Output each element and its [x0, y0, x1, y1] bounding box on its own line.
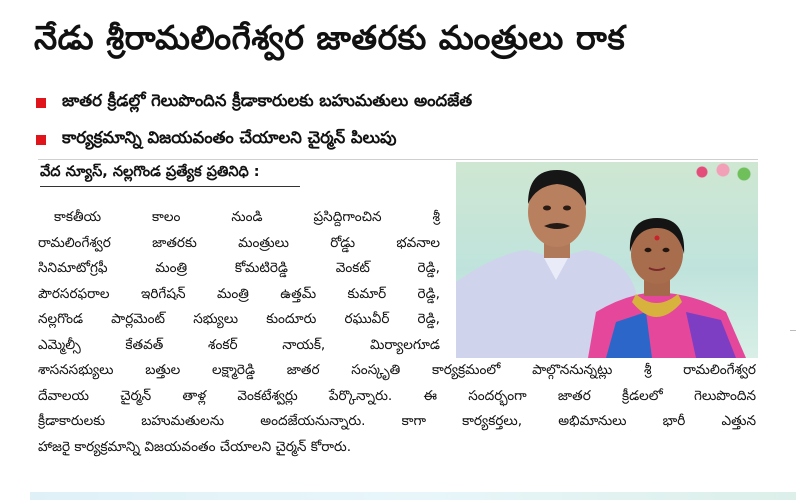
red-square-bullet-icon: [36, 135, 46, 145]
divider: [38, 159, 758, 160]
body-line: క్రీడాకారులకు బహుమతులను అందజేయనున్నారు. కాగా కార్యకర్తలు, అభిమానులు భారీ ఎత్తున: [38, 413, 756, 429]
subheadline-2: [36, 121, 756, 158]
body-line: సినిమాటోగ్రఫీ మంత్రి కోమటిరెడ్డి వెంకట్ రెడ్డి,: [38, 260, 440, 276]
couple-portrait-icon: [456, 162, 758, 358]
bottom-strip: [30, 492, 796, 500]
byline: వేద న్యూస్, నల్లగొండ ప్రత్యేక ప్రతినిధి :: [40, 164, 300, 187]
body-line: ఎమ్మెల్సీ కేతవత్ శంకర్ నాయక్, మిర్యాలగూడ: [38, 336, 440, 353]
subheadline-list: [36, 84, 756, 158]
body-line: దేవాలయ చైర్మన్ తాళ్ల వెంకటేశ్వర్లు పేర్కొన్నారు. ఈ సందర్భంగా జాతర క్రీడలలో గెలుపొందిన: [38, 387, 756, 404]
subheadline-text: కార్యక్రమాన్ని విజయవంతం చేయాలని చైర్మన్ పిలుపు: [62, 128, 397, 147]
body-line: రామలింగేశ్వర జాతరకు మంత్రులు రోడ్డు భవనాల: [38, 234, 440, 251]
body-line: నల్లగొండ పార్లమెంట్ సభ్యులు కుందూరు రఘువీర్ రెడ్డి,: [38, 311, 440, 327]
body-line: శాసనసభ్యులు బత్తుల లక్ష్మారెడ్డి జాతర సంస్కృతి కార్యక్రమంలో పాల్గొననున్నట్లు శ్రీ రామలింగేశ్వర: [38, 362, 756, 378]
article-photo: [456, 162, 758, 358]
divider: [790, 330, 796, 331]
headline: నేడు శ్రీరామలింగేశ్వర జాతరకు మంత్రులు రాక: [34, 18, 626, 57]
body-line: కాకతీయ కాలం నుండి ప్రసిద్దిగాంచిన శ్రీ: [54, 209, 440, 225]
body-line: పౌరసరఫరాల ఇరిగేషన్ మంత్రి ఉత్తమ్ కుమార్ రెడ్డి,: [38, 285, 440, 302]
subheadline-1: [36, 84, 756, 121]
body-line: హాజరై కార్యక్రమాన్ని విజయవంతం చేయాలని చైర్మన్ కోరారు.: [38, 438, 352, 455]
subheadline-text: జాతర క్రీడల్లో గెలుపొందిన క్రీడాకారులకు బహుమతులు అందజేత: [62, 91, 473, 110]
red-square-bullet-icon: [36, 98, 46, 108]
